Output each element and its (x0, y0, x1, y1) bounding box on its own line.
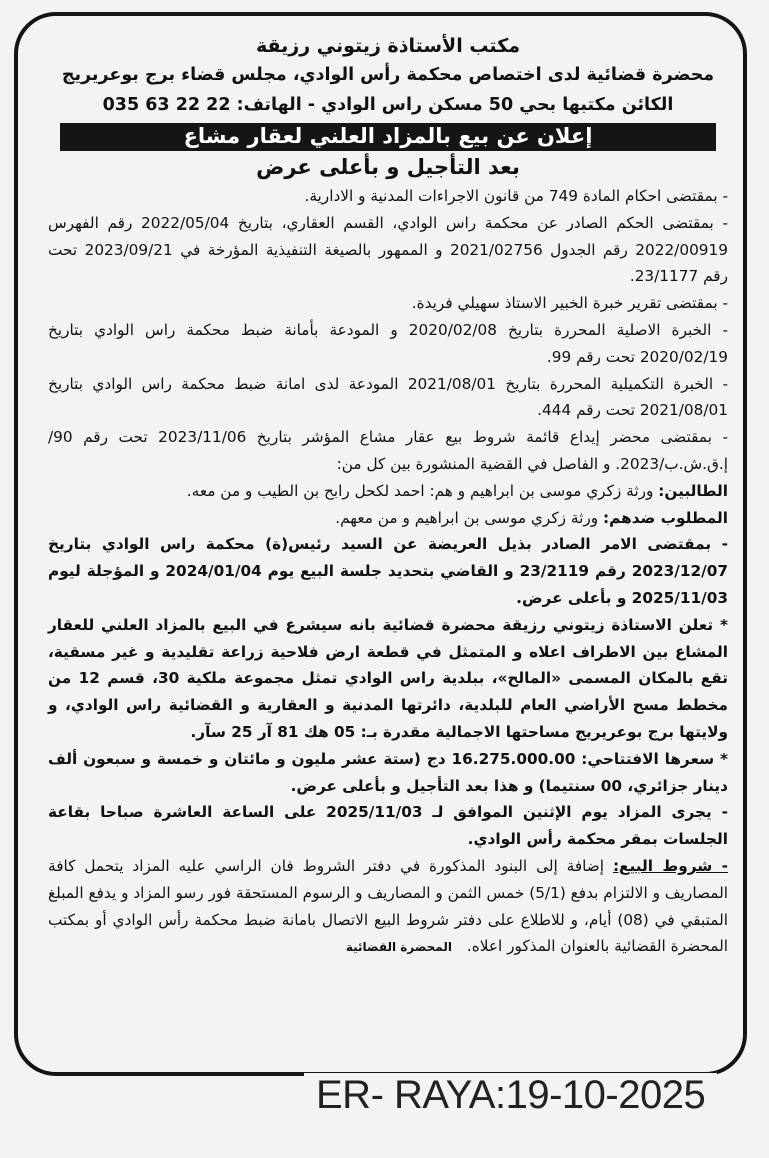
notice-subtitle: بعد التأجيل و بأعلى عرض (256, 155, 520, 179)
sale-conditions-label: - شروط البيع: (612, 856, 728, 875)
paragraph-article-749: - بمقتضى احكام المادة 749 من قانون الاجراءات المدنية و الادارية. (304, 187, 728, 205)
paragraph-opening-price: * سعرها الافتتاحي: 16.275.000.00 دج (ستة عشر مليون و مائتان و خمسة و سبعون ألف دينار جزائري، 00 سنتيما) و هذا بعد التأجيل و بأعلى عرض. (48, 749, 728, 795)
paragraph-court-order: - بمقتضى الامر الصادر بذيل العريضة عن السيد رئيس(ة) محكمة راس الوادي بتاريخ 2023/12/07 رقم 23/2119 و القاضي بتحديد جلسة البيع يوم 2024/01/04 و المؤجلة ليوم 2025/11/03 و بأعلى عرض. (48, 535, 729, 607)
office-name: مكتب الأستاذة زيتوني رزيقة (255, 35, 521, 57)
paragraph-auction-date: - يجرى المزاد يوم الإثنين الموافق لـ 2025/11/03 على الساعة العاشرة صباحا بقاعة الجلسات بمقر محكمة رأس الوادي. (48, 803, 728, 849)
paragraph-original-expertise: - الخبرة الاصلية المحررة بتاريخ 2020/02/08 و المودعة بأمانة ضبط محكمة راس الوادي بتاريخ 2020/02/19 تحت رقم 99. (48, 320, 728, 366)
sale-conditions-text: إضافة إلى البنود المذكورة في دفتر الشروط فان الراسي عليه المزاد يتحمل كافة المصاريف و الالتزام بدفع (5/1) خمس الثمن و المصاريف و الرسوم المستحقة فور رسو المزاد و يدفع المبلغ المتبقي في (08) أيام، و للاطلاع على دفتر شروط البيع الاتصال بامانة ضبط محكمة رأس الوادي أو بمكتب المحضرة القضائية بالعنوان المذكور اعلاه. (48, 856, 728, 956)
plaintiffs-text: ورثة زكري موسى بن ابراهيم و هم: احمد لكحل رابح بن الطيب و من معه. (186, 481, 654, 500)
paragraph-supplementary-expertise: - الخبرة التكميلية المحررة بتاريخ 2021/08/01 المودعة لدى امانة ضبط محكمة راس الوادي بتاريخ 2021/08/01 تحت رقم 444. (48, 374, 728, 420)
sale-conditions (48, 853, 728, 961)
paragraph-judgment: - بمقتضى الحكم الصادر عن محكمة راس الوادي، القسم العقاري، بتاريخ 2022/05/04 رقم الفهرس 2022/00919 رقم الجدول 2021/02756 و الممهور بالصيغة التنفيذية المؤرخة في 2023/09/21 تحت رقم 23/1177. (48, 213, 728, 286)
defendants (48, 505, 728, 532)
defendants-label: المطلوب ضدهم: (602, 508, 728, 527)
bailiff-signature: المحضرة القضائية (345, 940, 452, 955)
office-title: محضرة قضائية لدى اختصاص محكمة رأس الوادي، مجلس قضاء برج بوعريريج (61, 65, 715, 85)
paragraph-conditions-deposit: - بمقتضى محضر إيداع قائمة شروط بيع عقار مشاع المؤشر بتاريخ 2023/11/06 تحت رقم 90/إ.ق.ش.ب/2023. و الفاصل في القضية المنشورة بين كل من: (48, 428, 728, 473)
notice-banner: إعلان عن بيع بالمزاد العلني لعقار مشاع (60, 123, 716, 151)
paragraph-expert-report: - بمقتضى تقرير خبرة الخبير الاستاذ سهيلي فريدة. (411, 294, 728, 313)
newspaper-masthead-date: ER- RAYA:19-10-2025 (304, 1073, 717, 1118)
paragraph-property-description: * تعلن الاستاذة زيتوني رزيقة محضرة قضائية بانه سيشرع في البيع بالمزاد العلني للعقار المشاع بين الاطراف اعلاه و المتمثل في قطعة ارض فلاحية زراعة تقليدية و غير مسقية، تقع بالمكان المسمى «المالح»، ببلدية راس الوادي تمثل مجموعة ملكية 30، قسم 12 من مخطط مسح الأراضي العام للبلدية، دائرتها المدنية و العقارية و القضائية راس الوادي، و ولايتها برج بوعريريج مساحتها الاجمالية مقدرة بـ: 05 هك 81 آر 25 سآر. (48, 615, 728, 741)
office-address: الكائن مكتبها بحي 50 مسكن راس الوادي - الهاتف: 22 22 63 035 (102, 95, 674, 115)
plaintiffs-label: الطالبين: (658, 481, 728, 500)
defendants-text: ورثة زكري موسى بن ابراهيم و من معهم. (335, 508, 599, 527)
plaintiffs (48, 478, 728, 505)
legal-notice (48, 32, 728, 961)
